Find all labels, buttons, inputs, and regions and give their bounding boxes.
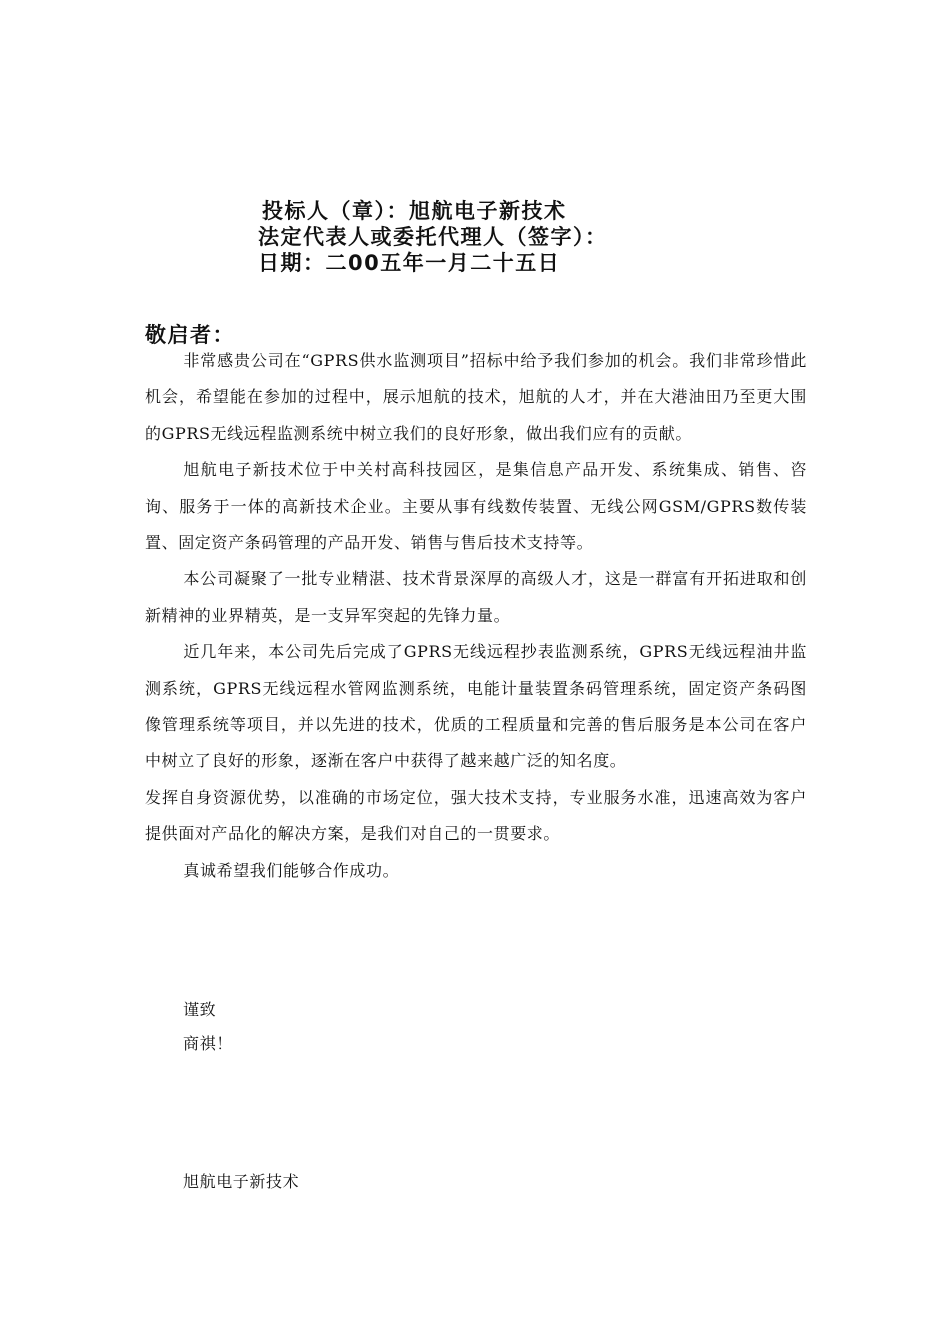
bid-header: [258, 198, 778, 276]
bidder-line: 投标人（章）：旭航电子新技术: [262, 199, 567, 223]
date-line: 日期：二00五年一月二十五日: [258, 251, 561, 275]
letter-paragraph: 旭航电子新技术位于中关村高科技园区，是集信息产品开发、系统集成、销售、咨询、服务于一体的高新技术企业。主要从事有线数传装置、无线公网GSM/GPRS数传装置、固定资产条码管理的产品开发、销售与售后技术支持等。: [145, 460, 807, 553]
letter-paragraph: 本公司凝聚了一批专业精湛、技术背景深厚的高级人才，这是一群富有开拓进取和创新精神的业界精英，是一支异军突起的先锋力量。: [145, 569, 807, 625]
letter-paragraph: 非常感贵公司在“GPRS供水监测项目”招标中给予我们参加的机会。我们非常珍惜此机会，希望能在参加的过程中，展示旭航的技术，旭航的人才，并在大港油田乃至更大围的GPRS无线远程监测系统中树立我们的良好形象，做出我们应有的贡献。: [145, 351, 807, 443]
closing-respectfully: 谨致: [183, 1000, 217, 1019]
representative-line: 法定代表人或委托代理人（签字）：: [258, 225, 608, 249]
company-signature: 旭航电子新技术: [183, 1172, 300, 1191]
letter-paragraph: 发挥自身资源优势，以准确的市场定位，强大技术支持，专业服务水准，迅速高效为客户提供面对产品化的解决方案，是我们对自己的一贯要求。: [145, 787, 807, 844]
letter-paragraph: 近几年来，本公司先后完成了GPRS无线远程抄表监测系统，GPRS无线远程油井监测系统，GPRS无线远程水管网监测系统，电能计量装置条码管理系统，固定资产条码图像管理系统等项目，并以先进的技术，优质的工程质量和完善的售后服务是本公司在客户中树立了良好的形象，逐渐在客户中获得了越来越广泛的知名度。: [145, 642, 807, 771]
letter-paragraph: 真诚希望我们能够合作成功。: [183, 860, 400, 880]
letter-body: [145, 343, 807, 889]
closing-regards: 商祺！: [183, 1034, 233, 1053]
letter-salutation: 敬启者：: [145, 323, 235, 347]
